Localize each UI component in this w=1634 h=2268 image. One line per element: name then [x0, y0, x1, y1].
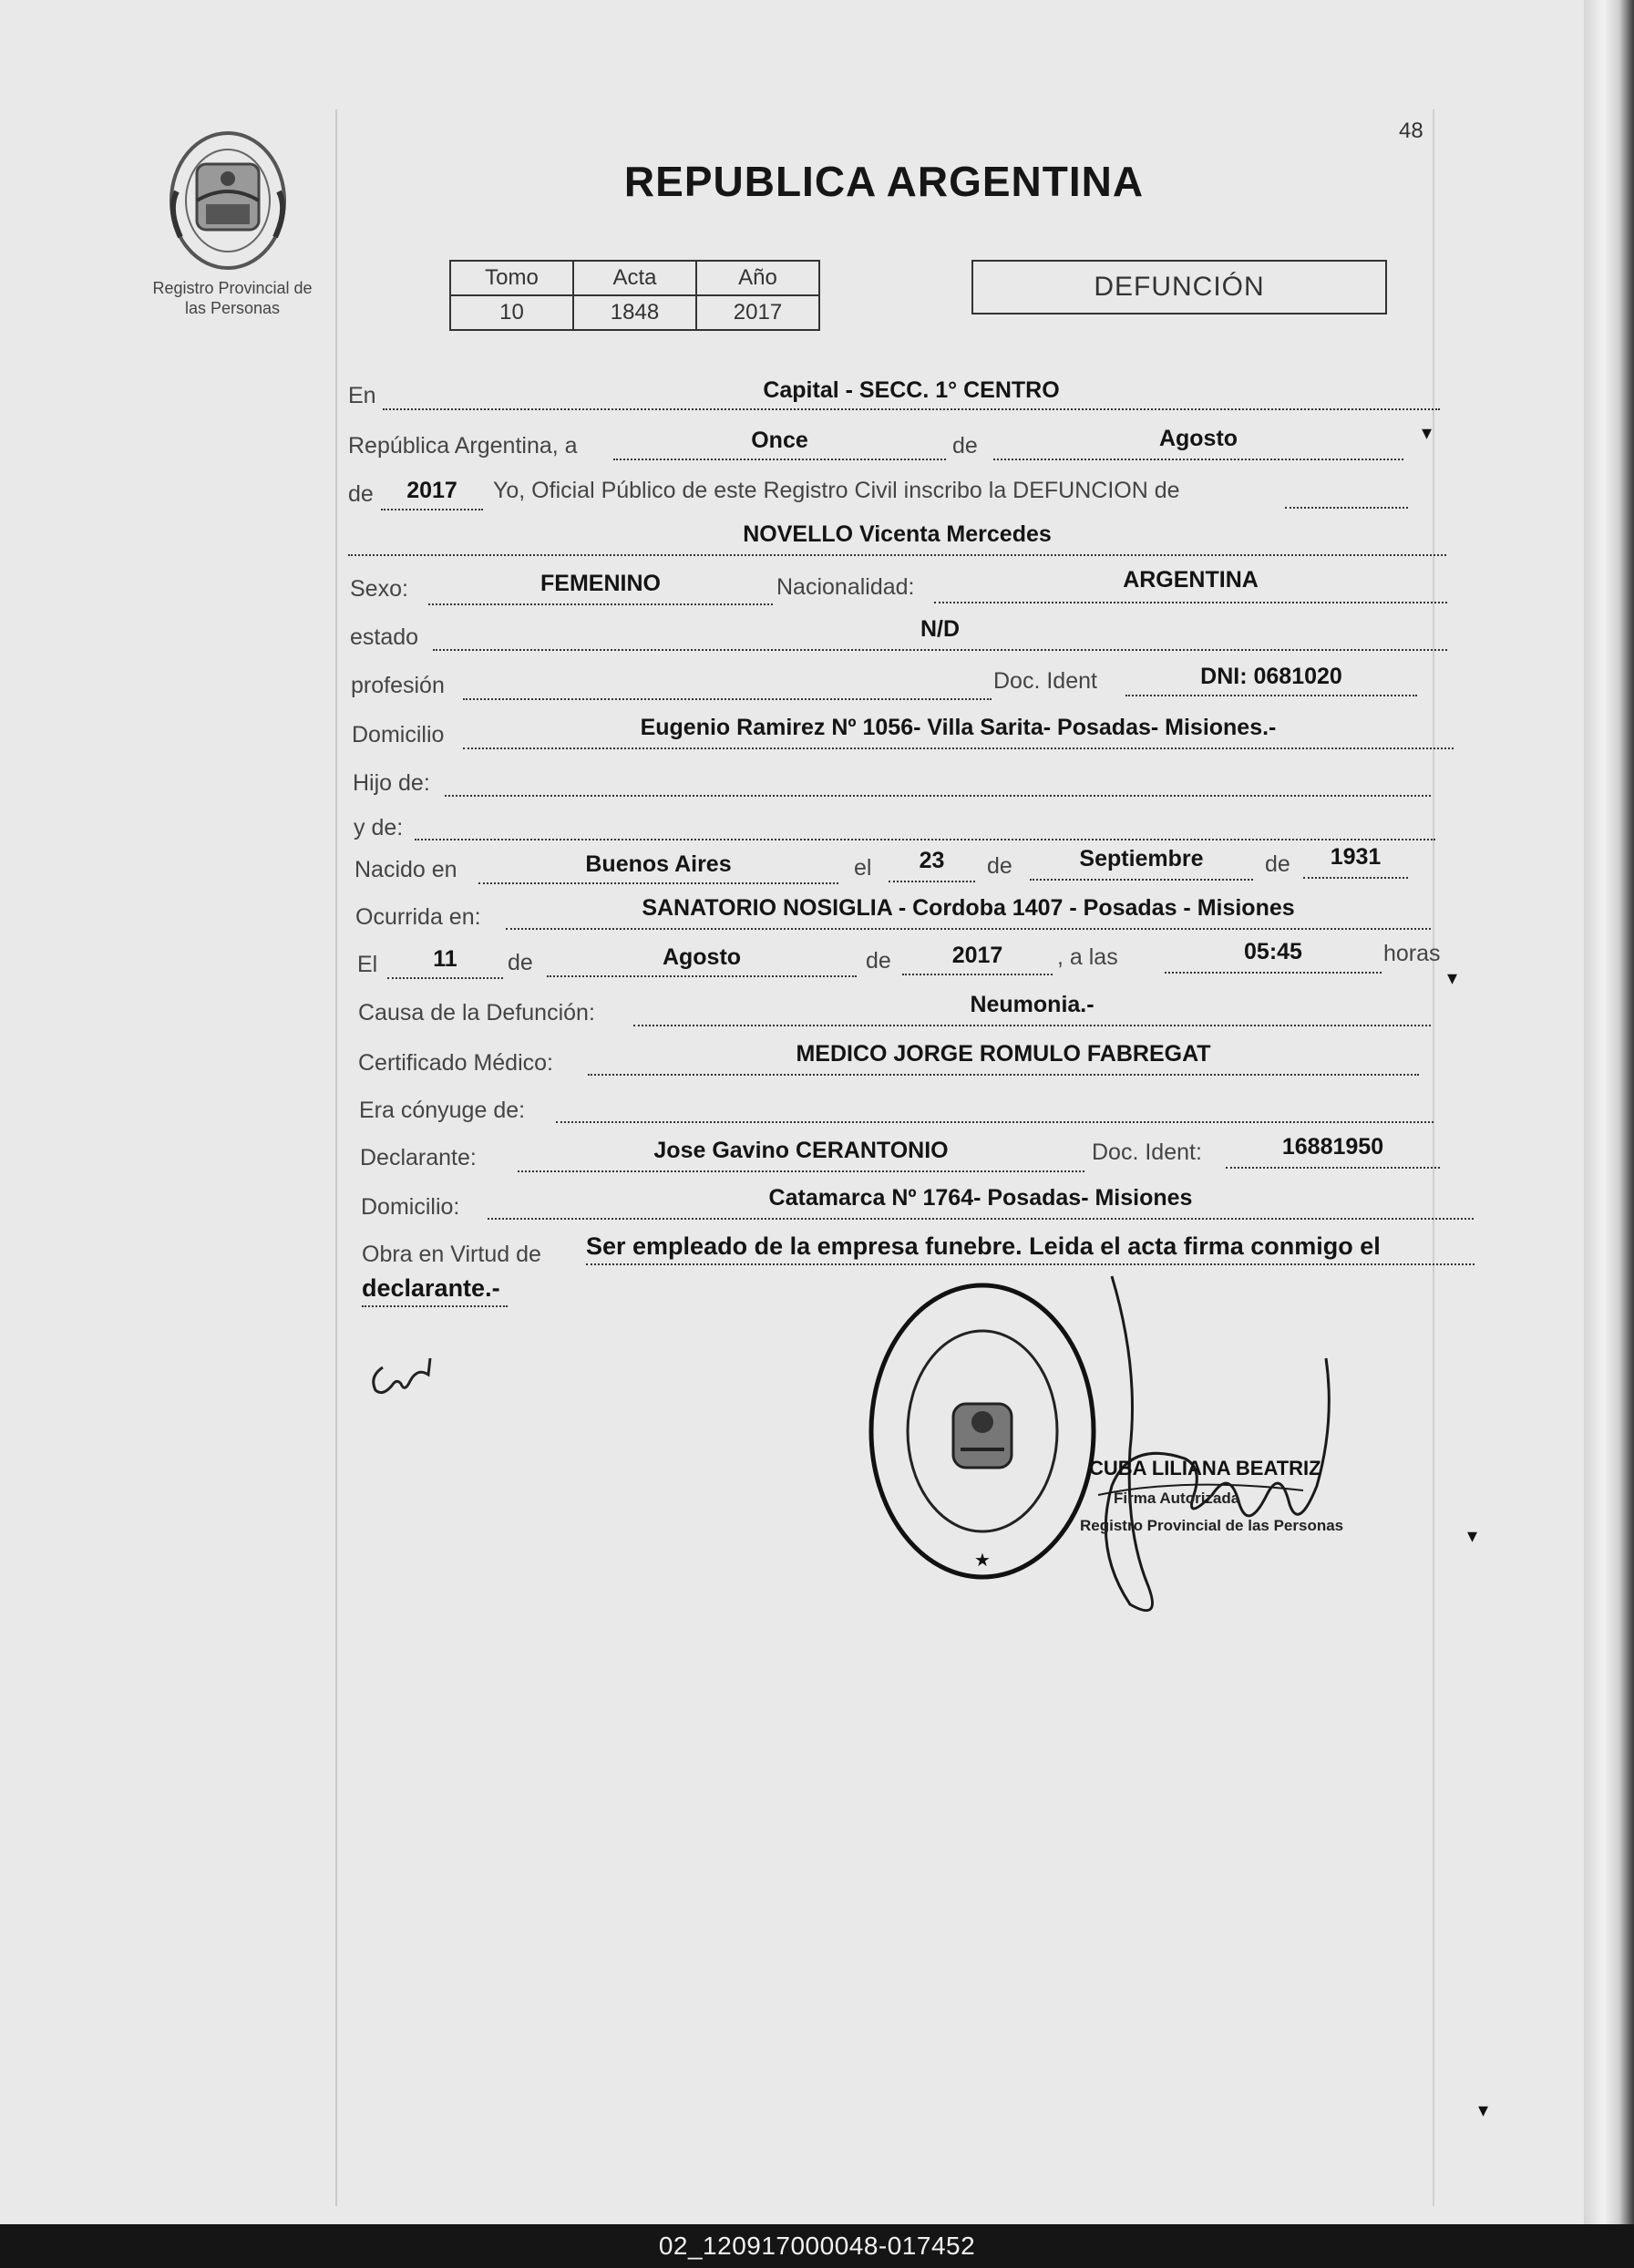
- value-dia-texto: Once: [751, 428, 808, 453]
- registration-mark: ▾: [1478, 2098, 1489, 2121]
- rule-dia: [613, 459, 946, 460]
- value-dia-defuncion: 11: [433, 946, 457, 972]
- registration-mark: ▾: [1447, 966, 1458, 989]
- label-y-de: y de:: [354, 815, 404, 840]
- rule-sexo: [428, 603, 773, 605]
- label-de-2: de: [348, 481, 374, 507]
- rule-profesion: [463, 698, 992, 700]
- value-certificado: MEDICO JORGE ROMULO FABREGAT: [796, 1041, 1211, 1067]
- label-a-las: , a las: [1057, 944, 1118, 970]
- value-causa: Neumonia.-: [970, 992, 1094, 1017]
- registry-value-tomo: 10: [450, 295, 573, 330]
- rule-hora: [1165, 972, 1382, 974]
- value-obra-linea2: declarante.-: [362, 1274, 500, 1302]
- value-mes-defuncion: Agosto: [662, 944, 742, 970]
- rule-nacionalidad: [934, 602, 1447, 603]
- registry-value-anio: 2017: [696, 295, 819, 330]
- label-inscribo: Yo, Oficial Público de este Registro Civil inscribo la DEFUNCION de: [493, 478, 1180, 503]
- rule-certificado: [588, 1074, 1419, 1076]
- rule-estado: [433, 649, 1447, 651]
- label-sexo: Sexo:: [350, 576, 408, 602]
- value-documento: DNI: 0681020: [1200, 664, 1342, 689]
- label-doc-ident-2: Doc. Ident:: [1092, 1139, 1202, 1165]
- label-certificado: Certificado Médico:: [358, 1050, 553, 1076]
- label-en: En: [348, 383, 376, 408]
- value-doc-declarante: 16881950: [1281, 1134, 1384, 1160]
- value-estado: N/D: [920, 616, 961, 642]
- label-causa: Causa de la Defunción:: [358, 1000, 595, 1026]
- signatory-org: Registro Provincial de las Personas: [1080, 1517, 1344, 1534]
- rule-anio-defuncion: [902, 974, 1053, 975]
- value-hora: 05:45: [1244, 939, 1302, 964]
- value-anio-defuncion: 2017: [951, 943, 1003, 968]
- rule-mes-defuncion: [547, 975, 857, 977]
- label-nacido-en: Nacido en: [355, 857, 457, 882]
- rule-doc-declarante: [1226, 1167, 1440, 1169]
- registry-header-row: [450, 261, 819, 295]
- rule-en: [383, 408, 1440, 410]
- value-mes-nacimiento: Septiembre: [1079, 846, 1204, 871]
- rule-lugar-defuncion: [506, 928, 1431, 930]
- logo-caption-line2: las Personas: [184, 299, 281, 317]
- rule-dia-defuncion: [387, 977, 503, 979]
- rule-domicilio-declarante: [488, 1218, 1474, 1220]
- logo-caption-line1: Registro Provincial de: [152, 279, 313, 297]
- label-obra-en-virtud: Obra en Virtud de: [362, 1242, 541, 1267]
- rule-causa: [633, 1025, 1431, 1026]
- value-lugar: Capital - SECC. 1° CENTRO: [763, 377, 1060, 403]
- label-el: el: [854, 855, 872, 881]
- registry-value-row: [450, 295, 819, 330]
- label-republica: República Argentina, a: [348, 433, 578, 459]
- value-obra-linea1: Ser empleado de la empresa funebre. Leida el acta firma conmigo el: [586, 1232, 1381, 1260]
- label-de-4: de: [1265, 851, 1290, 877]
- label-nacionalidad: Nacionalidad:: [776, 574, 915, 600]
- label-de-1: de: [952, 433, 978, 459]
- label-ocurrida-en: Ocurrida en:: [355, 904, 481, 930]
- rule-mes: [993, 459, 1403, 460]
- margin-rule: [335, 109, 337, 2206]
- value-domicilio: Eugenio Ramirez Nº 1056- Villa Sarita- Posadas- Misiones.-: [640, 715, 1277, 740]
- label-conyuge: Era cónyuge de:: [359, 1098, 526, 1123]
- rule-domicilio: [463, 747, 1454, 749]
- page-number: 48: [1399, 119, 1423, 143]
- registry-header-tomo: Tomo: [450, 261, 573, 295]
- rule-lugar-nacimiento: [478, 882, 838, 884]
- page-edge: [1584, 0, 1634, 2224]
- registration-mark: ▾: [1467, 1524, 1478, 1547]
- rule-anio-nacimiento: [1303, 877, 1408, 879]
- label-el-2: El: [357, 952, 378, 977]
- rule-declarante: [518, 1170, 1084, 1172]
- value-nombre: NOVELLO Vicenta Mercedes: [743, 521, 1052, 547]
- svg-text:★: ★: [974, 1551, 991, 1571]
- value-lugar-nacimiento: Buenos Aires: [585, 851, 732, 877]
- label-domicilio-2: Domicilio:: [361, 1194, 460, 1220]
- value-anio: 2017: [406, 478, 457, 503]
- rule-nombre: [348, 554, 1446, 556]
- label-de-6: de: [866, 948, 891, 974]
- value-mes: Agosto: [1158, 426, 1238, 451]
- scan-footer-code: 02_120917000048-017452: [0, 2224, 1634, 2268]
- label-domicilio: Domicilio: [352, 722, 445, 747]
- value-sexo: FEMENINO: [540, 571, 661, 596]
- official-stamp: [864, 1276, 1101, 1586]
- rule-documento: [1125, 695, 1417, 696]
- rule-hijo-de: [445, 795, 1431, 797]
- rule-y-de: [415, 839, 1435, 840]
- record-type-box: DEFUNCIÓN: [971, 260, 1387, 314]
- handwritten-initials: [365, 1340, 447, 1404]
- provincial-seal-logo: [164, 128, 292, 273]
- signature: [1075, 1258, 1385, 1641]
- logo-caption: [118, 278, 346, 318]
- rule-mes-nacimiento: [1030, 879, 1253, 881]
- label-de-5: de: [508, 950, 533, 975]
- value-nacionalidad: ARGENTINA: [1123, 567, 1259, 593]
- rule-dia-nacimiento: [889, 881, 975, 882]
- label-horas: horas: [1383, 941, 1441, 966]
- registry-header-anio: Año: [696, 261, 819, 295]
- value-domicilio-declarante: Catamarca Nº 1764- Posadas- Misiones: [768, 1185, 1193, 1211]
- label-hijo-de: Hijo de:: [353, 770, 430, 796]
- page-title: REPUBLICA ARGENTINA: [623, 158, 1145, 205]
- value-anio-nacimiento: 1931: [1330, 844, 1382, 870]
- rule-inscribo: [1285, 507, 1408, 509]
- rule-anio: [381, 509, 483, 510]
- label-de-3: de: [987, 853, 1012, 879]
- label-doc-ident: Doc. Ident: [993, 668, 1097, 694]
- value-lugar-defuncion: SANATORIO NOSIGLIA - Cordoba 1407 - Posadas - Misiones: [642, 895, 1295, 921]
- registry-header-acta: Acta: [573, 261, 696, 295]
- signatory-role: Firma Autorizada: [1114, 1490, 1240, 1507]
- registry-value-acta: 1848: [573, 295, 696, 330]
- label-profesion: profesión: [351, 673, 445, 698]
- registration-mark: ▾: [1422, 421, 1433, 444]
- label-declarante: Declarante:: [360, 1145, 477, 1170]
- label-estado: estado: [350, 624, 419, 650]
- value-declarante: Jose Gavino CERANTONIO: [653, 1138, 949, 1163]
- value-dia-nacimiento: 23: [919, 848, 945, 873]
- registry-table: [449, 260, 820, 331]
- rule-conyuge: [556, 1121, 1434, 1123]
- rule-obra-linea2: [362, 1305, 508, 1307]
- signatory-name: CUBA LILIANA BEATRIZ: [1089, 1457, 1321, 1479]
